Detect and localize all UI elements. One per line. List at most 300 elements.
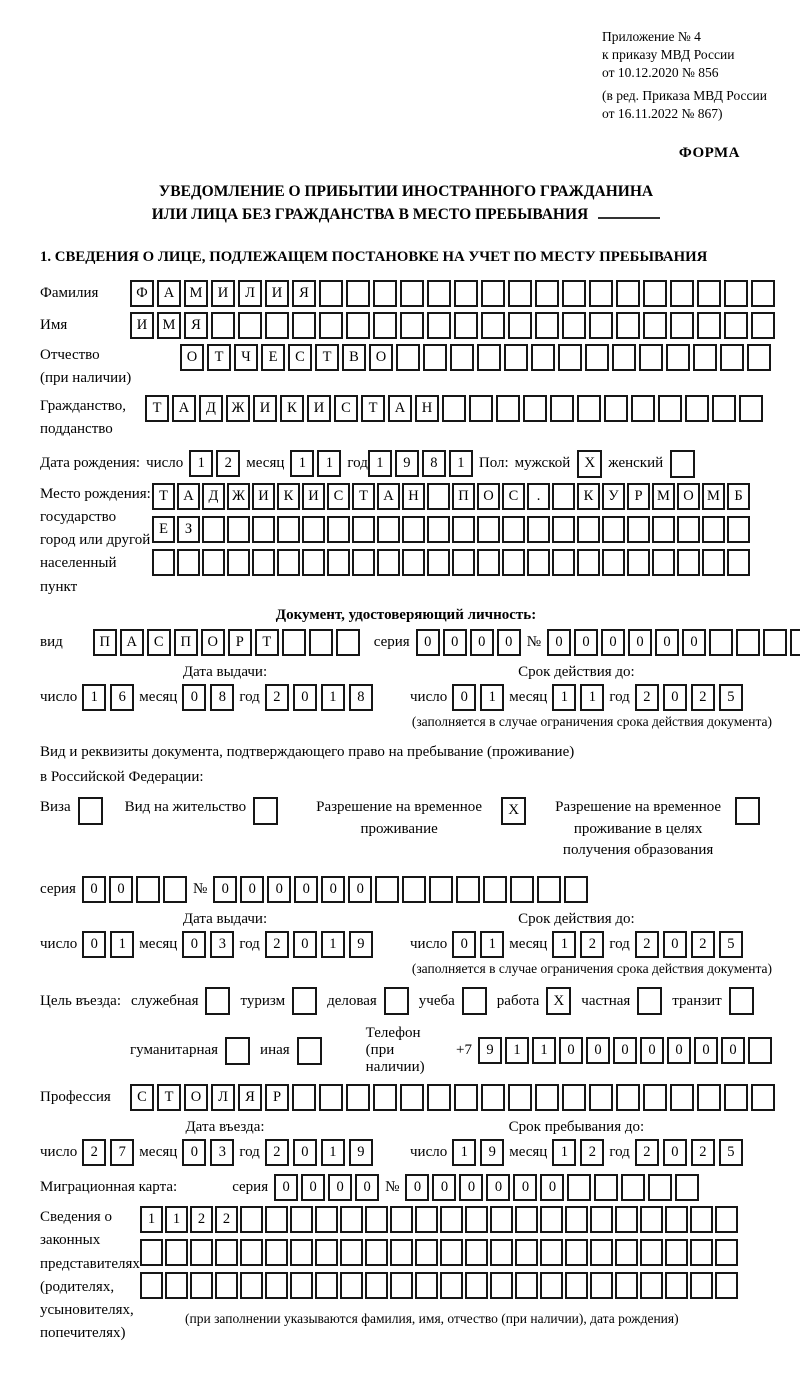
char-cell[interactable]: М [702,483,725,510]
char-cell[interactable] [590,1272,613,1299]
char-cell[interactable] [292,312,316,339]
char-cell[interactable] [315,1272,338,1299]
char-cell[interactable] [454,280,478,307]
char-cell[interactable] [665,1239,688,1266]
char-cell[interactable] [415,1239,438,1266]
char-cell[interactable] [373,1084,397,1111]
char-cell[interactable]: 0 [601,629,625,656]
char-cell[interactable] [565,1239,588,1266]
char-cell[interactable]: Л [211,1084,235,1111]
char-cell[interactable] [277,549,300,576]
char-cell[interactable]: 2 [691,1139,715,1166]
char-cell[interactable]: 1 [321,1139,345,1166]
char-cell[interactable] [535,1084,559,1111]
char-cell[interactable]: 2 [265,684,289,711]
char-cell[interactable] [562,280,586,307]
char-cell[interactable]: К [277,483,300,510]
char-cell[interactable] [377,516,400,543]
char-cell[interactable] [724,280,748,307]
char-cell[interactable]: 8 [349,684,373,711]
char-cell[interactable] [465,1239,488,1266]
char-cell[interactable]: 2 [635,1139,659,1166]
char-cell[interactable]: . [527,483,550,510]
char-cell[interactable] [415,1272,438,1299]
char-cell[interactable] [739,395,763,422]
char-cell[interactable]: 9 [478,1037,502,1064]
char-cell[interactable] [640,1239,663,1266]
char-cell[interactable]: Ф [130,280,154,307]
char-cell[interactable] [537,876,561,903]
char-cell[interactable] [327,516,350,543]
residence-number-cells[interactable] [213,876,588,903]
char-cell[interactable] [265,1239,288,1266]
legal-reps-cells-2[interactable] [140,1239,738,1266]
char-cell[interactable]: Т [145,395,169,422]
char-cell[interactable]: 0 [470,629,494,656]
char-cell[interactable]: А [388,395,412,422]
char-cell[interactable] [402,876,426,903]
char-cell[interactable] [640,1206,663,1233]
char-cell[interactable] [227,516,250,543]
char-cell[interactable] [390,1239,413,1266]
char-cell[interactable]: 1 [580,684,604,711]
char-cell[interactable] [215,1272,238,1299]
blank-underline[interactable] [598,203,660,219]
char-cell[interactable] [427,1084,451,1111]
migration-series-cells[interactable] [274,1174,379,1201]
char-cell[interactable] [763,629,787,656]
purpose-official-checkbox[interactable] [205,987,230,1015]
char-cell[interactable]: Ж [226,395,250,422]
birth-place-cells-2[interactable] [152,516,750,543]
char-cell[interactable]: 2 [635,931,659,958]
char-cell[interactable] [510,876,534,903]
char-cell[interactable] [163,876,187,903]
char-cell[interactable] [319,312,343,339]
char-cell[interactable] [558,344,582,371]
char-cell[interactable]: С [334,395,358,422]
char-cell[interactable] [594,1174,618,1201]
char-cell[interactable]: 0 [267,876,291,903]
doc-number-cells[interactable] [547,629,800,656]
residence-series-cells[interactable] [82,876,187,903]
char-cell[interactable] [177,549,200,576]
char-cell[interactable]: 0 [452,931,476,958]
char-cell[interactable]: 0 [416,629,440,656]
temp-residence-education-checkbox[interactable] [735,797,760,825]
char-cell[interactable] [702,516,725,543]
char-cell[interactable]: Я [238,1084,262,1111]
res-issue-day-cells[interactable] [82,931,134,958]
char-cell[interactable]: 1 [480,931,504,958]
char-cell[interactable] [540,1206,563,1233]
char-cell[interactable] [240,1239,263,1266]
char-cell[interactable]: 0 [613,1037,637,1064]
char-cell[interactable] [429,876,453,903]
stay-year-cells[interactable] [635,1139,743,1166]
char-cell[interactable]: Т [352,483,375,510]
char-cell[interactable]: 0 [540,1174,564,1201]
char-cell[interactable]: Т [152,483,175,510]
char-cell[interactable] [590,1206,613,1233]
char-cell[interactable] [336,629,360,656]
char-cell[interactable] [677,549,700,576]
purpose-business-checkbox[interactable] [384,987,409,1015]
char-cell[interactable] [697,312,721,339]
res-issue-month-cells[interactable] [182,931,234,958]
char-cell[interactable] [540,1272,563,1299]
char-cell[interactable]: Т [255,629,279,656]
char-cell[interactable]: В [342,344,366,371]
char-cell[interactable] [590,1239,613,1266]
legal-reps-cells-1[interactable] [140,1206,738,1233]
char-cell[interactable] [627,549,650,576]
char-cell[interactable] [309,629,333,656]
char-cell[interactable]: 0 [355,1174,379,1201]
char-cell[interactable] [535,280,559,307]
char-cell[interactable]: 2 [265,1139,289,1166]
char-cell[interactable] [652,516,675,543]
char-cell[interactable] [508,312,532,339]
char-cell[interactable] [670,280,694,307]
char-cell[interactable] [340,1206,363,1233]
char-cell[interactable]: 0 [663,684,687,711]
char-cell[interactable] [427,483,450,510]
char-cell[interactable] [748,1037,772,1064]
char-cell[interactable] [602,549,625,576]
char-cell[interactable]: 9 [349,931,373,958]
char-cell[interactable] [465,1206,488,1233]
char-cell[interactable] [302,549,325,576]
char-cell[interactable]: 3 [210,1139,234,1166]
purpose-study-checkbox[interactable] [462,987,487,1015]
char-cell[interactable] [640,1272,663,1299]
char-cell[interactable]: 1 [552,1139,576,1166]
char-cell[interactable] [751,1084,775,1111]
char-cell[interactable]: 0 [559,1037,583,1064]
char-cell[interactable] [477,344,501,371]
char-cell[interactable] [402,516,425,543]
char-cell[interactable]: И [307,395,331,422]
purpose-other-checkbox[interactable] [297,1037,322,1065]
char-cell[interactable]: 1 [82,684,106,711]
char-cell[interactable]: 0 [443,629,467,656]
char-cell[interactable]: 0 [301,1174,325,1201]
char-cell[interactable]: А [177,483,200,510]
char-cell[interactable] [552,549,575,576]
char-cell[interactable] [720,344,744,371]
char-cell[interactable] [469,395,493,422]
char-cell[interactable] [265,1272,288,1299]
char-cell[interactable] [527,516,550,543]
char-cell[interactable] [290,1239,313,1266]
citizenship-cells[interactable] [145,395,763,422]
char-cell[interactable] [315,1239,338,1266]
char-cell[interactable]: П [452,483,475,510]
char-cell[interactable] [515,1239,538,1266]
char-cell[interactable]: 0 [274,1174,298,1201]
char-cell[interactable]: 0 [182,1139,206,1166]
char-cell[interactable]: Т [207,344,231,371]
char-cell[interactable]: 0 [109,876,133,903]
char-cell[interactable]: О [180,344,204,371]
char-cell[interactable]: 0 [655,629,679,656]
char-cell[interactable] [402,549,425,576]
char-cell[interactable]: 2 [691,684,715,711]
char-cell[interactable] [616,280,640,307]
char-cell[interactable]: 0 [405,1174,429,1201]
char-cell[interactable]: 0 [574,629,598,656]
char-cell[interactable] [690,1206,713,1233]
char-cell[interactable]: С [502,483,525,510]
char-cell[interactable]: Б [727,483,750,510]
purpose-transit-checkbox[interactable] [729,987,754,1015]
char-cell[interactable]: 2 [580,1139,604,1166]
char-cell[interactable] [565,1272,588,1299]
char-cell[interactable] [238,312,262,339]
char-cell[interactable]: С [147,629,171,656]
char-cell[interactable] [292,1084,316,1111]
char-cell[interactable]: 9 [349,1139,373,1166]
doc-series-cells[interactable] [416,629,521,656]
char-cell[interactable] [215,1239,238,1266]
char-cell[interactable]: 0 [182,684,206,711]
char-cell[interactable]: 0 [82,931,106,958]
char-cell[interactable] [615,1206,638,1233]
char-cell[interactable] [165,1272,188,1299]
issue-day-cells[interactable] [82,684,134,711]
char-cell[interactable] [365,1206,388,1233]
char-cell[interactable]: 1 [140,1206,163,1233]
char-cell[interactable]: И [130,312,154,339]
char-cell[interactable] [477,516,500,543]
purpose-humanitarian-checkbox[interactable] [225,1037,250,1065]
char-cell[interactable] [621,1174,645,1201]
char-cell[interactable] [346,312,370,339]
char-cell[interactable] [302,516,325,543]
char-cell[interactable] [562,1084,586,1111]
char-cell[interactable]: 0 [432,1174,456,1201]
char-cell[interactable]: 1 [189,450,213,477]
char-cell[interactable]: С [288,344,312,371]
char-cell[interactable]: 0 [213,876,237,903]
surname-cells[interactable] [130,280,775,307]
char-cell[interactable]: Т [361,395,385,422]
char-cell[interactable] [631,395,655,422]
char-cell[interactable]: 0 [694,1037,718,1064]
char-cell[interactable] [140,1272,163,1299]
char-cell[interactable] [648,1174,672,1201]
char-cell[interactable] [365,1239,388,1266]
char-cell[interactable] [340,1239,363,1266]
char-cell[interactable]: 0 [663,1139,687,1166]
char-cell[interactable] [390,1206,413,1233]
char-cell[interactable] [531,344,555,371]
char-cell[interactable] [140,1239,163,1266]
char-cell[interactable] [454,1084,478,1111]
char-cell[interactable]: О [677,483,700,510]
char-cell[interactable]: Е [261,344,285,371]
char-cell[interactable]: 5 [719,1139,743,1166]
res-valid-year-cells[interactable] [635,931,743,958]
char-cell[interactable] [315,1206,338,1233]
char-cell[interactable] [562,312,586,339]
char-cell[interactable]: 0 [486,1174,510,1201]
char-cell[interactable] [727,516,750,543]
char-cell[interactable] [702,549,725,576]
char-cell[interactable] [697,280,721,307]
char-cell[interactable] [615,1272,638,1299]
sex-female-checkbox[interactable] [670,450,695,478]
valid-month-cells[interactable] [552,684,604,711]
char-cell[interactable] [152,549,175,576]
char-cell[interactable]: Ж [227,483,250,510]
phone-cells[interactable] [478,1037,772,1064]
char-cell[interactable] [240,1206,263,1233]
char-cell[interactable]: 0 [182,931,206,958]
char-cell[interactable] [602,516,625,543]
char-cell[interactable]: У [602,483,625,510]
patronymic-cells[interactable] [180,344,771,371]
char-cell[interactable] [252,516,275,543]
char-cell[interactable]: Д [199,395,223,422]
char-cell[interactable] [490,1239,513,1266]
char-cell[interactable]: 5 [719,684,743,711]
birth-place-cells-1[interactable] [152,483,750,510]
char-cell[interactable]: 0 [240,876,264,903]
res-valid-day-cells[interactable] [452,931,504,958]
char-cell[interactable] [456,876,480,903]
char-cell[interactable] [352,549,375,576]
char-cell[interactable]: И [265,280,289,307]
char-cell[interactable] [450,344,474,371]
char-cell[interactable] [724,1084,748,1111]
char-cell[interactable] [567,1174,591,1201]
char-cell[interactable]: 0 [586,1037,610,1064]
char-cell[interactable] [665,1272,688,1299]
char-cell[interactable] [240,1272,263,1299]
char-cell[interactable] [481,1084,505,1111]
char-cell[interactable]: 2 [580,931,604,958]
char-cell[interactable]: 1 [290,450,314,477]
char-cell[interactable]: 0 [628,629,652,656]
char-cell[interactable] [639,344,663,371]
char-cell[interactable] [211,312,235,339]
char-cell[interactable]: 0 [459,1174,483,1201]
char-cell[interactable] [496,395,520,422]
char-cell[interactable]: 2 [190,1206,213,1233]
char-cell[interactable] [136,876,160,903]
char-cell[interactable] [523,395,547,422]
char-cell[interactable]: 0 [682,629,706,656]
char-cell[interactable]: 2 [691,931,715,958]
char-cell[interactable]: 9 [395,450,419,477]
birth-year-cells[interactable] [368,450,473,477]
entry-month-cells[interactable] [182,1139,234,1166]
char-cell[interactable]: 1 [452,1139,476,1166]
char-cell[interactable] [565,1206,588,1233]
char-cell[interactable] [564,876,588,903]
char-cell[interactable]: 0 [547,629,571,656]
char-cell[interactable]: 0 [497,629,521,656]
char-cell[interactable] [190,1272,213,1299]
char-cell[interactable]: Р [228,629,252,656]
char-cell[interactable]: 8 [422,450,446,477]
char-cell[interactable]: 1 [552,684,576,711]
char-cell[interactable] [465,1272,488,1299]
char-cell[interactable] [666,344,690,371]
char-cell[interactable] [615,1239,638,1266]
char-cell[interactable] [508,280,532,307]
char-cell[interactable] [319,280,343,307]
char-cell[interactable] [790,629,800,656]
birth-place-cells-3[interactable] [152,549,750,576]
char-cell[interactable] [715,1239,738,1266]
char-cell[interactable] [712,395,736,422]
char-cell[interactable] [454,312,478,339]
char-cell[interactable] [427,312,451,339]
char-cell[interactable]: Я [184,312,208,339]
char-cell[interactable] [290,1206,313,1233]
char-cell[interactable]: П [93,629,117,656]
char-cell[interactable]: О [477,483,500,510]
char-cell[interactable]: 0 [321,876,345,903]
char-cell[interactable] [697,1084,721,1111]
char-cell[interactable] [589,312,613,339]
char-cell[interactable]: А [377,483,400,510]
char-cell[interactable] [675,1174,699,1201]
char-cell[interactable] [423,344,447,371]
char-cell[interactable]: С [130,1084,154,1111]
char-cell[interactable] [527,549,550,576]
char-cell[interactable] [693,344,717,371]
char-cell[interactable] [252,549,275,576]
char-cell[interactable] [427,516,450,543]
char-cell[interactable] [677,516,700,543]
char-cell[interactable]: 6 [110,684,134,711]
char-cell[interactable]: 1 [110,931,134,958]
char-cell[interactable]: Я [292,280,316,307]
char-cell[interactable] [483,876,507,903]
char-cell[interactable]: Р [265,1084,289,1111]
char-cell[interactable]: 2 [265,931,289,958]
char-cell[interactable]: 8 [210,684,234,711]
purpose-private-checkbox[interactable] [637,987,662,1015]
char-cell[interactable] [327,549,350,576]
res-issue-year-cells[interactable] [265,931,373,958]
char-cell[interactable] [490,1206,513,1233]
char-cell[interactable] [670,1084,694,1111]
char-cell[interactable] [452,549,475,576]
char-cell[interactable] [375,876,399,903]
char-cell[interactable]: О [369,344,393,371]
char-cell[interactable] [290,1272,313,1299]
char-cell[interactable] [202,549,225,576]
char-cell[interactable] [346,1084,370,1111]
char-cell[interactable]: С [327,483,350,510]
char-cell[interactable] [352,516,375,543]
temp-residence-checkbox[interactable]: X [501,797,526,825]
res-valid-month-cells[interactable] [552,931,604,958]
char-cell[interactable] [481,280,505,307]
char-cell[interactable] [202,516,225,543]
char-cell[interactable] [604,395,628,422]
char-cell[interactable] [442,395,466,422]
stay-month-cells[interactable] [552,1139,604,1166]
char-cell[interactable] [452,516,475,543]
char-cell[interactable]: М [157,312,181,339]
profession-cells[interactable] [130,1084,775,1111]
